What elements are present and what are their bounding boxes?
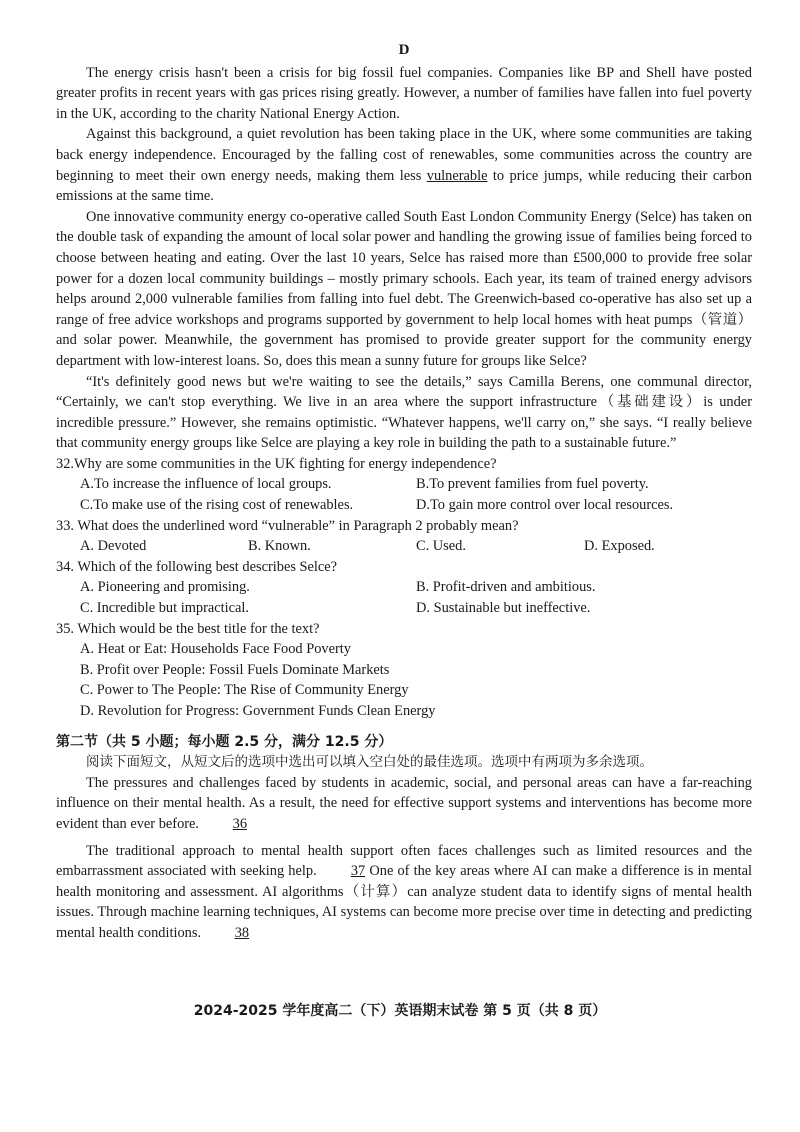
passage-paragraph-1: The energy crisis hasn't been a crisis for big fossil fuel companies. Companies like BP and Shell have posted greater profits in recent years with gas prices rising greatly. However, a number of families have fallen into fuel poverty in the UK, according to the charity National Energy Action. — [56, 64, 752, 122]
option-d: D. Exposed. — [584, 538, 655, 555]
option-d: D.To gain more control over local resources. — [416, 497, 674, 514]
question-options — [56, 577, 752, 618]
option-b: B. Known. — [248, 538, 311, 555]
option-a: A. Pioneering and promising. — [80, 579, 250, 596]
question-options — [56, 474, 752, 515]
question-stem: 33. What does the underlined word “vulnerable” in Paragraph 2 probably mean? — [56, 517, 519, 534]
option-c: C.To make use of the rising cost of renewables. — [80, 497, 354, 514]
section-2-title: 第二节（共 5 小题；每小题 2.5 分，满分 12.5 分） — [56, 733, 393, 750]
option-b: B. Profit-driven and ambitious. — [416, 579, 596, 596]
option-b: B.To prevent families from fuel poverty. — [416, 476, 649, 493]
blank-38: 38 — [234, 924, 250, 941]
question-stem: 35. Which would be the best title for the text? — [56, 620, 320, 637]
question-options — [56, 639, 752, 721]
section-letter: D — [398, 42, 410, 58]
option-a: A. Heat or Eat: Households Face Food Poverty — [80, 641, 351, 658]
option-c: C. Used. — [416, 538, 466, 555]
underlined-word: vulnerable — [426, 167, 488, 184]
question-stem: 32.Why are some communities in the UK fighting for energy independence? — [56, 455, 497, 472]
option-c: C. Incredible but impractical. — [80, 600, 250, 617]
option-d: D. Sustainable but ineffective. — [416, 600, 591, 617]
option-a: A. Devoted — [80, 538, 147, 555]
option-b: B. Profit over People: Fossil Fuels Dominate Markets — [80, 661, 390, 678]
p2-text-b: One of the key areas where AI can make a difference is in mental health monitoring and assessment. AI algorithms（计算）can analyze student data to identify signs of mental health issues. Through machine learning techniques, AI systems can become more precise over time in detecting and predicting mental health conditions. — [56, 863, 752, 941]
p1-text: The pressures and challenges faced by students in academic, social, and personal areas can have a far-reaching influence on their mental health. As a result, the need for effective support systems and interventions has become more evident than ever before. — [56, 774, 752, 832]
question-35 — [56, 619, 752, 722]
passage-paragraph-4: “It's definitely good news but we're waiting to see the details,” says Camilla Berens, one communal director, “Certainly, we can't stop everything. We live in an area where the support infrastructure（基础建设）is under incredible pressure.” However, she remains optimistic. “Whatever happens, we'll carry on,” she says. “I really believe that community energy groups like Selce are playing a key role in building the path to a sustainable future.” — [56, 373, 752, 452]
blank-37: 37 — [350, 863, 366, 880]
option-c: C. Power to The People: The Rise of Community Energy — [80, 682, 409, 699]
p2-text-before: Against this background, a quiet revolution has been taking place in the UK, where some communities are taking back energy independence. Encouraged by the falling cost of renewables, some communities across the country are beginning to meet their own energy needs, making them less — [56, 126, 752, 184]
p2-text-after: to price jumps, while reducing their carbon emissions at the same time. — [56, 167, 752, 205]
option-d: D. Revolution for Progress: Government Funds Clean Energy — [80, 703, 436, 719]
section-2-paragraph-1 — [56, 773, 752, 835]
question-34 — [56, 557, 752, 619]
question-33 — [56, 516, 752, 557]
option-a: A.To increase the influence of local groups. — [80, 476, 332, 493]
blank-36: 36 — [232, 815, 248, 832]
page-content — [56, 40, 752, 944]
question-32 — [56, 454, 752, 516]
question-stem: 34. Which of the following best describes Selce? — [56, 558, 338, 575]
passage-paragraph-2 — [56, 124, 752, 206]
question-options — [56, 536, 752, 557]
section-2-paragraph-2 — [56, 841, 752, 944]
p2-text-a: The traditional approach to mental health support often faces challenges such as limited resources and the embarrassment associated with seeking help. — [56, 842, 752, 880]
passage-paragraph-3: One innovative community energy co-operative called South East London Community Energy (Selce) has taken on the double task of expanding the amount of local solar power and handling the growing issue of families being forced to choose between heating and eating. Over the last 10 years, Selce has raised more than £500,000 to provide free solar power for a dozen local community buildings – mostly primary schools. Each year, its team of trained energy advisors helps around 2,000 vulnerable families from falling into fuel debt. The Greenwich-based co-operative has also set up a range of free advice workshops and programs supported by government to help local homes with heat pumps（管道）and solar power. Meanwhile, the government has promised to provide greater support for the community energy department with low-interest loans. So, does this mean a sunny future for groups like Selce? — [56, 208, 752, 369]
section-2-instruction: 阅读下面短文，从短文后的选项中选出可以填入空白处的最佳选项。选项中有两项为多余选项。 — [86, 754, 653, 771]
page-footer: 2024-2025 学年度高二（下）英语期末试卷 第 5 页（共 8 页） — [193, 1003, 607, 1019]
